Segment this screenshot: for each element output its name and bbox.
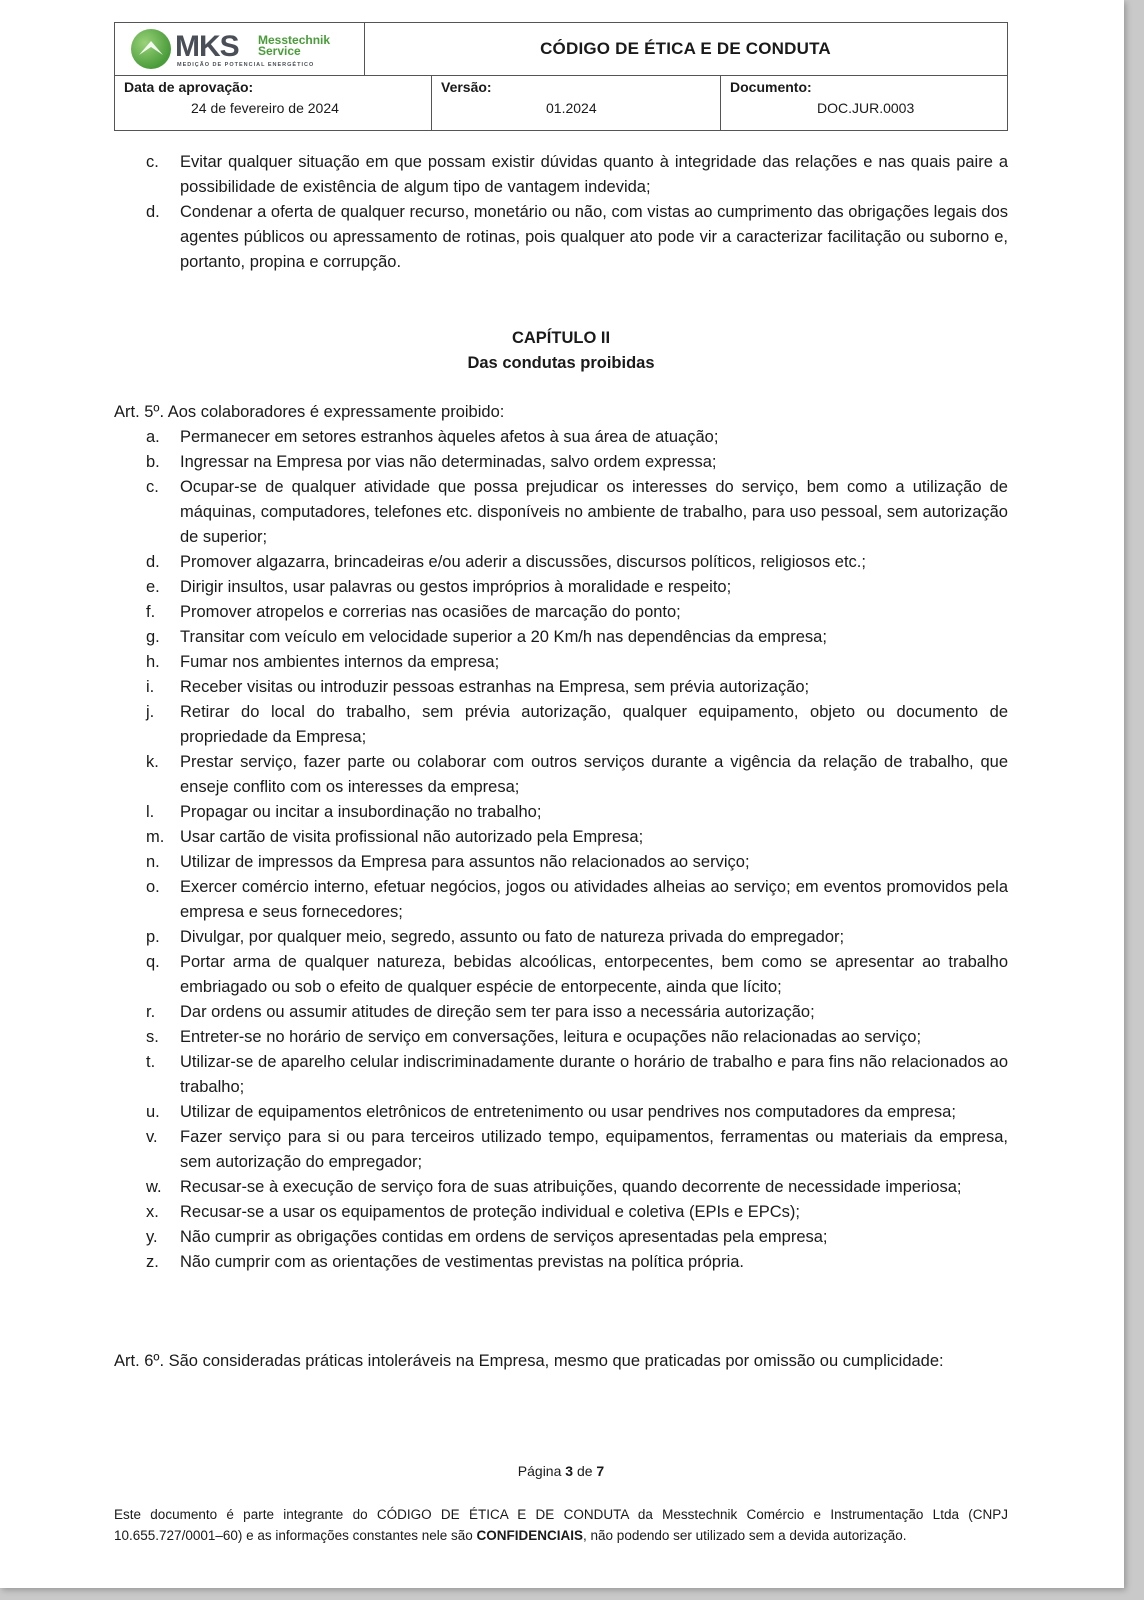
list-item (140, 575, 1008, 600)
note-bold: CONFIDENCIAIS (476, 1528, 584, 1543)
list-item (140, 1200, 1008, 1225)
article-6-text: Art. 6º. São consideradas práticas intoleráveis na Empresa, mesmo que praticadas por omissão ou cumplicidade: (114, 1352, 944, 1370)
list-item (140, 475, 1008, 550)
list-item-text: Condenar a oferta de qualquer recurso, monetário ou não, com vistas ao cumprimento das obrigações legais dos agentes públicos ou apressamento de rotinas, pois qualquer ato pode vir a caracterizar facilitação ou suborno e, portanto, propina e corrupção. (180, 203, 1008, 271)
list-item (140, 750, 1008, 800)
logo-brand-line1: Messtechnik (258, 33, 331, 47)
list-marker: x. (146, 1203, 159, 1221)
list-item-text: Ocupar-se de qualquer atividade que possa prejudicar os interesses do serviço, bem como a utilização de máquinas, computadores, telefones etc. disponíveis no ambiente de trabalho, para uso pessoal, sem autorização de superior; (180, 478, 1008, 546)
header-row-meta (115, 75, 1007, 130)
document-code-label: Documento: (730, 79, 812, 95)
approval-cell (115, 75, 432, 130)
page-prefix: Página (517, 1463, 562, 1479)
list-marker: j. (146, 703, 155, 721)
list-item (140, 550, 1008, 575)
list-marker: b. (146, 453, 160, 471)
list-marker: d. (146, 553, 160, 571)
list-marker: n. (146, 853, 160, 871)
list-item (140, 1050, 1008, 1100)
list-marker: q. (146, 953, 160, 971)
list-item (140, 1175, 1008, 1200)
list-item (140, 1100, 1008, 1125)
logo-tagline: MEDIÇÃO DE POTENCIAL ENERGÉTICO (177, 62, 315, 68)
list-item (140, 1125, 1008, 1175)
list-item-text: Fazer serviço para si ou para terceiros utilizado tempo, equipamentos, ferramentas ou materiais da empresa, sem autorização do empregador; (180, 1128, 1008, 1171)
list-item (140, 700, 1008, 750)
list-marker: w. (146, 1178, 162, 1196)
document-code-value: DOC.JUR.0003 (817, 100, 915, 116)
list-item-text: Não cumprir as obrigações contidas em ordens de serviços apresentadas pela empresa; (180, 1228, 828, 1246)
list-item-text: Dirigir insultos, usar palavras ou gestos impróprios à moralidade e respeito; (180, 578, 732, 596)
list-marker: v. (146, 1128, 158, 1146)
chapter-subtitle: Das condutas proibidas (467, 354, 655, 372)
list-item-text: Propagar ou incitar a insubordinação no trabalho; (180, 803, 542, 821)
list-item (140, 150, 1008, 200)
list-item-text: Evitar qualquer situação em que possam existir dúvidas quanto à integridade das relações e nas quais paire a possibilidade de existência de algum tipo de vantagem indevida; (180, 153, 1008, 196)
list-item-text: Entreter-se no horário de serviço em conversações, leitura e ocupações não relacionadas ao serviço; (180, 1028, 922, 1046)
document-code-cell (721, 75, 1007, 130)
list-item (140, 1250, 1008, 1275)
page-mid: de (576, 1463, 593, 1479)
list-item-text: Utilizar-se de aparelho celular indiscriminadamente durante o horário de trabalho e para fins não relacionados ao trabalho; (180, 1053, 1008, 1096)
list-marker: i. (146, 678, 155, 696)
version-label: Versão: (441, 79, 492, 95)
list-item-text: Utilizar de equipamentos eletrônicos de entretenimento ou usar pendrives nos computadores da empresa; (180, 1103, 956, 1121)
list-item-text: Utilizar de impressos da Empresa para assuntos não relacionados ao serviço; (180, 853, 750, 871)
document-header-table (114, 22, 1008, 131)
approval-label: Data de aprovação: (124, 79, 254, 95)
page-total: 7 (596, 1463, 605, 1479)
list-item-text: Retirar do local do trabalho, sem prévia autorização, qualquer equipamento, objeto ou documento de propriedade da Empresa; (180, 703, 1008, 746)
page-number (114, 1463, 1008, 1479)
list-marker: c. (146, 153, 159, 171)
article-5-list (140, 425, 1008, 1275)
list-marker: s. (146, 1028, 159, 1046)
list-marker: f. (146, 603, 156, 621)
list-item (140, 600, 1008, 625)
list-marker: t. (146, 1053, 156, 1071)
company-logo (131, 29, 341, 73)
list-item (140, 1025, 1008, 1050)
list-item-text: Promover atropelos e correrias nas ocasiões de marcação do ponto; (180, 603, 681, 621)
list-marker: z. (146, 1253, 159, 1271)
approval-value: 24 de fevereiro de 2024 (191, 100, 339, 116)
list-item (140, 850, 1008, 875)
list-item (140, 875, 1008, 925)
continued-list (140, 150, 1008, 275)
list-marker: r. (146, 1003, 156, 1021)
list-item-text: Recusar-se à execução de serviço fora de suas atribuições, quando decorrente de necessidade imperiosa; (180, 1178, 962, 1196)
list-item (140, 200, 1008, 275)
version-value: 01.2024 (546, 100, 597, 116)
list-item (140, 625, 1008, 650)
logo-brand-line2: Service (258, 44, 301, 58)
list-marker: l. (146, 803, 155, 821)
logo-cell (115, 23, 365, 75)
list-marker: c. (146, 478, 159, 496)
list-item-text: Divulgar, por qualquer meio, segredo, assunto ou fato de natureza privada do empregador; (180, 928, 845, 946)
page-current: 3 (565, 1463, 574, 1479)
header-row-top (115, 23, 1007, 76)
version-cell (432, 75, 721, 130)
article-5-intro: Art. 5º. Aos colaboradores é expressamente proibido: (114, 403, 505, 421)
chapter-title: CAPÍTULO II (511, 329, 611, 347)
list-item-text: Ingressar na Empresa por vias não determinadas, salvo ordem expressa; (180, 453, 717, 471)
list-item-text: Não cumprir com as orientações de vestimentas previstas na política própria. (180, 1253, 745, 1271)
logo-wordmark: MKS (175, 30, 239, 63)
list-item-text: Recusar-se a usar os equipamentos de proteção individual e coletiva (EPIs e EPCs); (180, 1203, 800, 1221)
note-part2: , não podendo ser utilizado sem a devida autorização. (583, 1528, 907, 1543)
logo-brand (258, 35, 330, 57)
list-item-text: Portar arma de qualquer natureza, bebidas alcoólicas, entorpecentes, bem como se apresentar ao trabalho embriagado ou sob o efeito de qualquer espécie de entorpecente, ainda que lícito; (180, 953, 1008, 996)
list-item-text: Prestar serviço, fazer parte ou colaborar com outros serviços durante a vigência da relação de trabalho, que enseje conflito com os interesses da empresa; (180, 753, 1008, 796)
list-item (140, 1225, 1008, 1250)
list-marker: o. (146, 878, 160, 896)
list-marker: m. (146, 828, 165, 846)
list-item (140, 925, 1008, 950)
list-item-text: Fumar nos ambientes internos da empresa; (180, 653, 500, 671)
list-marker: e. (146, 578, 160, 596)
list-item (140, 425, 1008, 450)
list-item (140, 650, 1008, 675)
confidentiality-note (114, 1504, 1008, 1546)
list-item-text: Transitar com veículo em velocidade superior a 20 Km/h nas dependências da empresa; (180, 628, 827, 646)
list-item (140, 1000, 1008, 1025)
list-marker: p. (146, 928, 160, 946)
list-item-text: Promover algazarra, brincadeiras e/ou aderir a discussões, discursos políticos, religiosos etc.; (180, 553, 866, 571)
list-item-text: Exercer comércio interno, efetuar negócios, jogos ou atividades alheias ao serviço; em eventos promovidos pela empresa e seus fornecedores; (180, 878, 1008, 921)
list-item-text: Permanecer em setores estranhos àqueles afetos à sua área de atuação; (180, 428, 719, 446)
list-marker: h. (146, 653, 160, 671)
list-marker: g. (146, 628, 160, 646)
list-marker: a. (146, 428, 160, 446)
list-item (140, 450, 1008, 475)
list-marker: k. (146, 753, 159, 771)
list-item (140, 800, 1008, 825)
list-marker: y. (146, 1228, 158, 1246)
list-item (140, 675, 1008, 700)
document-title: CÓDIGO DE ÉTICA E DE CONDUTA (540, 39, 831, 58)
list-marker: d. (146, 203, 160, 221)
list-item (140, 950, 1008, 1000)
list-item (140, 825, 1008, 850)
list-item-text: Receber visitas ou introduzir pessoas estranhas na Empresa, sem prévia autorização; (180, 678, 810, 696)
note-part1: Este documento é parte integrante do CÓDIGO DE ÉTICA E DE CONDUTA da Messtechnik Comércio e Instrumentação Ltda (CNPJ 10.655.727/0001–60) e as informações constantes nele são (114, 1507, 1008, 1543)
list-item-text: Dar ordens ou assumir atitudes de direção sem ter para isso a necessária autorização; (180, 1003, 815, 1021)
logo-emblem-icon (131, 29, 171, 69)
list-item-text: Usar cartão de visita profissional não autorizado pela Empresa; (180, 828, 644, 846)
list-marker: u. (146, 1103, 160, 1121)
